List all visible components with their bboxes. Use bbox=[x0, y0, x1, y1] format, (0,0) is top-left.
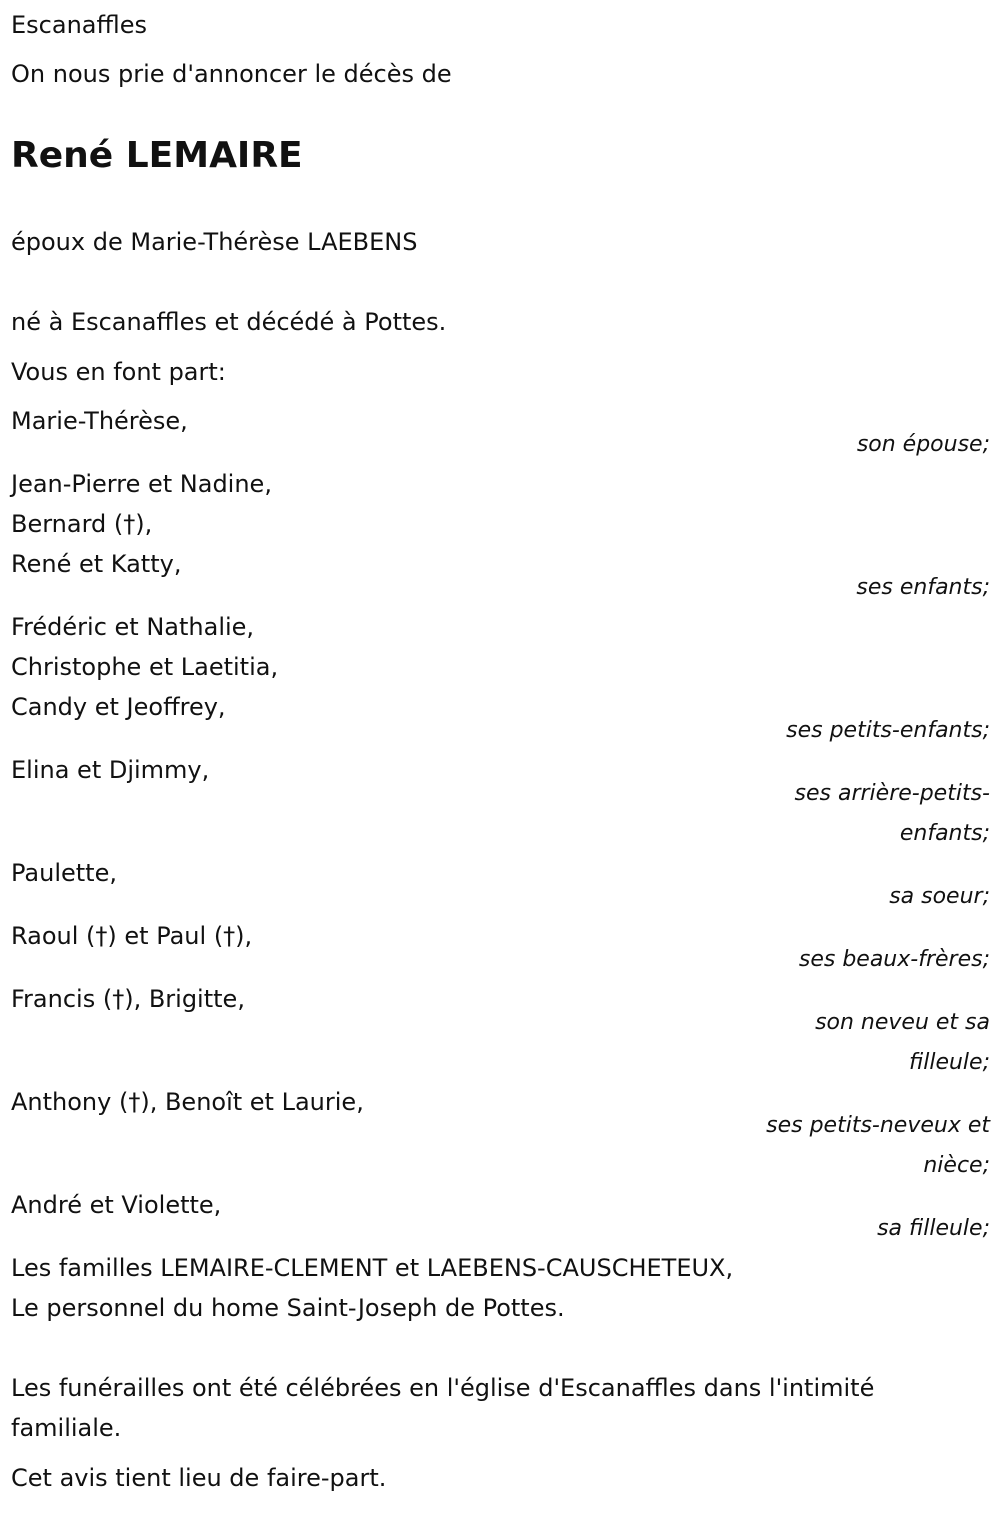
spouse-line: époux de Marie-Thérèse LAEBENS bbox=[11, 228, 418, 256]
family-relation: son épouse; bbox=[856, 432, 990, 457]
family-relation: enfants; bbox=[899, 821, 990, 846]
family-relation: nièce; bbox=[923, 1153, 990, 1178]
announce-label: Vous en font part: bbox=[11, 358, 226, 386]
intro-text: On nous prie d'annoncer le décès de bbox=[11, 60, 452, 88]
family-relation: ses enfants; bbox=[856, 575, 990, 600]
family-relation: ses petits-neveux et bbox=[766, 1113, 990, 1138]
family-relation: sa filleule; bbox=[877, 1216, 990, 1241]
family-member: Elina et Djimmy, bbox=[11, 756, 210, 784]
closing-text: Cet avis tient lieu de faire-part. bbox=[11, 1464, 387, 1492]
family-member: Candy et Jeoffrey, bbox=[11, 693, 226, 721]
location-text: Escanaffles bbox=[11, 11, 147, 39]
birth-death-line: né à Escanaffles et décédé à Pottes. bbox=[11, 308, 447, 336]
family-relation: ses arrière-petits- bbox=[794, 781, 990, 806]
family-member: Bernard (†), bbox=[11, 510, 153, 538]
family-relation: filleule; bbox=[909, 1050, 990, 1075]
family-member: Paulette, bbox=[11, 859, 117, 887]
family-member: André et Violette, bbox=[11, 1191, 222, 1219]
family-member: Christophe et Laetitia, bbox=[11, 653, 279, 681]
funeral-text: familiale. bbox=[11, 1414, 122, 1442]
other-family-line: Les familles LEMAIRE-CLEMENT et LAEBENS-CAUSCHETEUX, bbox=[11, 1254, 734, 1282]
family-member: René et Katty, bbox=[11, 550, 182, 578]
deceased-name: René LEMAIRE bbox=[11, 135, 303, 176]
family-member: Anthony (†), Benoît et Laurie, bbox=[11, 1088, 364, 1116]
family-member: Francis (†), Brigitte, bbox=[11, 985, 245, 1013]
family-relation: sa soeur; bbox=[889, 884, 990, 909]
family-member: Marie-Thérèse, bbox=[11, 407, 188, 435]
family-member: Raoul (†) et Paul (†), bbox=[11, 922, 253, 950]
family-member: Jean-Pierre et Nadine, bbox=[11, 470, 272, 498]
family-relation: son neveu et sa bbox=[815, 1010, 990, 1035]
family-relation: ses beaux-frères; bbox=[798, 947, 990, 972]
family-member: Frédéric et Nathalie, bbox=[11, 613, 255, 641]
funeral-text: Les funérailles ont été célébrées en l'église d'Escanaffles dans l'intimité bbox=[11, 1374, 875, 1402]
family-relation: ses petits-enfants; bbox=[786, 718, 990, 743]
other-family-line: Le personnel du home Saint-Joseph de Pottes. bbox=[11, 1294, 565, 1322]
